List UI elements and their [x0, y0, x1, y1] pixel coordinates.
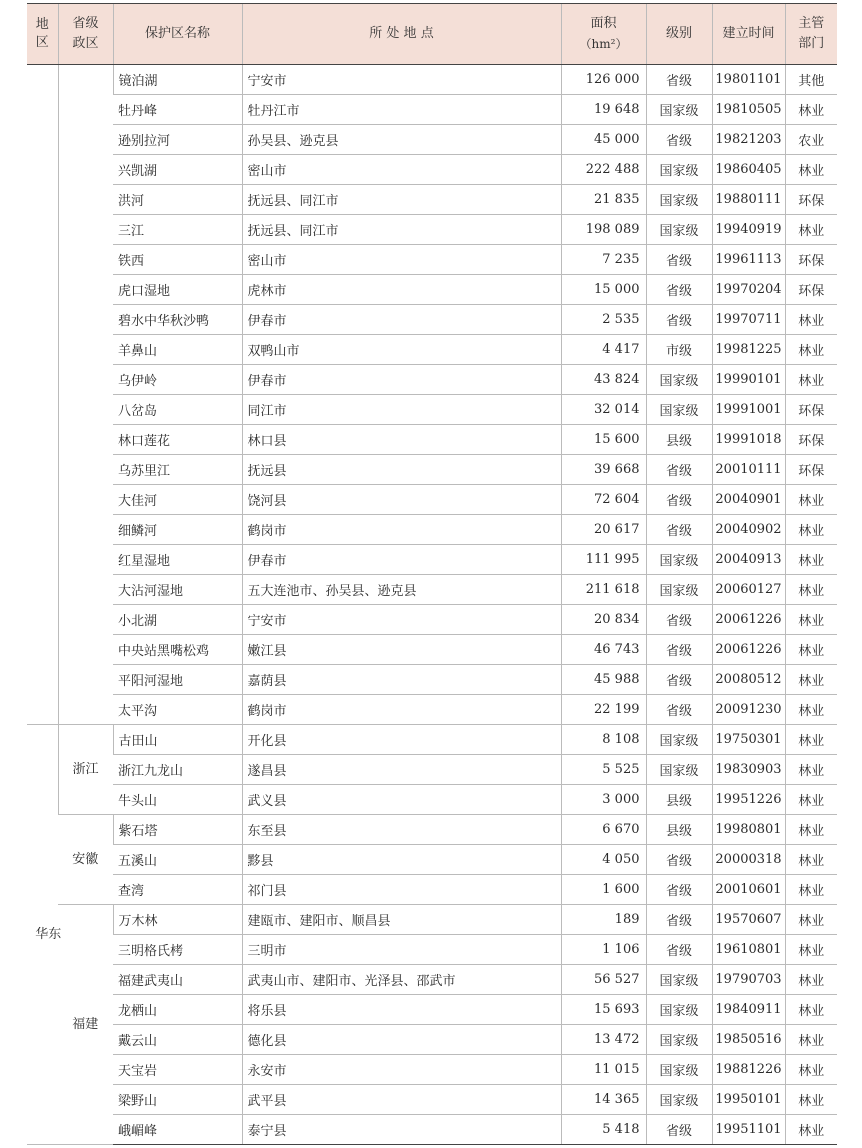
- reserve-level: 省级: [646, 305, 712, 335]
- reserve-date: 19961113: [712, 245, 785, 275]
- reserve-date: 19810505: [712, 95, 785, 125]
- reserve-area: 13 472: [561, 1025, 646, 1055]
- reserve-location: 永安市: [242, 1055, 561, 1085]
- reserve-dept: 林业: [785, 1025, 837, 1055]
- reserve-level: 省级: [646, 635, 712, 665]
- table-row: [27, 1085, 837, 1115]
- province-label: 安徽: [72, 851, 99, 867]
- reserve-location: 武夷山市、建阳市、光泽县、邵武市: [242, 965, 561, 995]
- reserve-dept: 林业: [785, 545, 837, 575]
- table-row: [27, 635, 837, 665]
- reserve-date: 19970711: [712, 305, 785, 335]
- reserve-name: 戴云山: [113, 1025, 242, 1055]
- reserve-area: 32 014: [561, 395, 646, 425]
- reserve-date: 19980801: [712, 815, 785, 845]
- province-cell-zhejiang: [58, 725, 113, 815]
- reserve-name: 龙栖山: [113, 995, 242, 1025]
- reserve-location: 祁门县: [242, 875, 561, 905]
- reserve-area: 72 604: [561, 485, 646, 515]
- reserve-area: 19 648: [561, 95, 646, 125]
- reserve-name: 碧水中华秋沙鸭: [113, 305, 242, 335]
- reserve-level: 国家级: [646, 1085, 712, 1115]
- reserve-location: 鹤岗市: [242, 515, 561, 545]
- province-cell-prev: [58, 65, 113, 725]
- table-row: [27, 245, 837, 275]
- reserve-name: 铁西: [113, 245, 242, 275]
- reserve-dept: 环保: [785, 425, 837, 455]
- reserve-dept: 林业: [785, 935, 837, 965]
- reserve-level: 省级: [646, 275, 712, 305]
- reserve-name: 镜泊湖: [113, 65, 242, 95]
- reserve-location: 双鸭山市: [242, 335, 561, 365]
- reserve-name: 查湾: [113, 875, 242, 905]
- reserve-location: 武义县: [242, 785, 561, 815]
- reserve-level: 省级: [646, 245, 712, 275]
- header-date: 建立时间: [712, 4, 785, 65]
- reserve-dept: 林业: [785, 665, 837, 695]
- reserve-name: 乌苏里江: [113, 455, 242, 485]
- reserve-name: 万木林: [113, 905, 242, 935]
- reserve-dept: 林业: [785, 575, 837, 605]
- table-row: [27, 125, 837, 155]
- reserve-dept: 林业: [785, 1085, 837, 1115]
- reserve-name: 紫石塔: [113, 815, 242, 845]
- reserve-date: 20000318: [712, 845, 785, 875]
- reserve-dept: 环保: [785, 275, 837, 305]
- header-name: 保护区名称: [113, 4, 242, 65]
- reserve-location: 遂昌县: [242, 755, 561, 785]
- reserve-level: 国家级: [646, 185, 712, 215]
- reserve-dept: 林业: [785, 995, 837, 1025]
- reserve-level: 省级: [646, 455, 712, 485]
- province-label: 福建: [72, 1016, 99, 1032]
- reserve-area: 22 199: [561, 695, 646, 725]
- reserve-level: 国家级: [646, 755, 712, 785]
- reserve-area: 45 988: [561, 665, 646, 695]
- reserve-dept: 林业: [785, 845, 837, 875]
- reserve-date: 19750301: [712, 725, 785, 755]
- reserve-area: 5 418: [561, 1115, 646, 1145]
- reserve-date: 19951101: [712, 1115, 785, 1145]
- reserve-location: 伊春市: [242, 545, 561, 575]
- reserve-level: 国家级: [646, 365, 712, 395]
- table-row: [27, 305, 837, 335]
- reserve-location: 抚远县: [242, 455, 561, 485]
- table-row: [27, 95, 837, 125]
- reserve-level: 县级: [646, 815, 712, 845]
- reserve-name: 平阳河湿地: [113, 665, 242, 695]
- reserve-name: 红星湿地: [113, 545, 242, 575]
- reserve-area: 5 525: [561, 755, 646, 785]
- table-row: [27, 905, 837, 935]
- reserve-dept: 林业: [785, 635, 837, 665]
- reserve-dept: 其他: [785, 65, 837, 95]
- reserve-area: 4 050: [561, 845, 646, 875]
- reserve-date: 20091230: [712, 695, 785, 725]
- reserve-name: 逊别拉河: [113, 125, 242, 155]
- reserve-level: 国家级: [646, 545, 712, 575]
- table-row: [27, 455, 837, 485]
- table-row: [27, 1055, 837, 1085]
- reserve-dept: 林业: [785, 785, 837, 815]
- reserve-level: 国家级: [646, 1025, 712, 1055]
- region-label: 华东: [35, 926, 62, 942]
- reserve-date: 19990101: [712, 365, 785, 395]
- reserve-location: 林口县: [242, 425, 561, 455]
- reserve-level: 省级: [646, 695, 712, 725]
- reserve-date: 20061226: [712, 605, 785, 635]
- table-row: [27, 965, 837, 995]
- reserve-date: 20040902: [712, 515, 785, 545]
- reserve-location: 泰宁县: [242, 1115, 561, 1145]
- table-row: [27, 1025, 837, 1055]
- reserve-area: 20 617: [561, 515, 646, 545]
- reserve-level: 国家级: [646, 725, 712, 755]
- reserve-name: 大沾河湿地: [113, 575, 242, 605]
- table-row: [27, 695, 837, 725]
- reserve-date: 19801101: [712, 65, 785, 95]
- nature-reserve-table: [27, 3, 837, 1145]
- reserve-location: 饶河县: [242, 485, 561, 515]
- reserve-level: 省级: [646, 125, 712, 155]
- reserve-area: 1 106: [561, 935, 646, 965]
- reserve-area: 1 600: [561, 875, 646, 905]
- reserve-location: 德化县: [242, 1025, 561, 1055]
- reserve-dept: 林业: [785, 905, 837, 935]
- reserve-area: 56 527: [561, 965, 646, 995]
- province-cell-fujian: [58, 905, 113, 1145]
- reserve-location: 开化县: [242, 725, 561, 755]
- reserve-name: 乌伊岭: [113, 365, 242, 395]
- reserve-dept: 环保: [785, 185, 837, 215]
- table-row: [27, 215, 837, 245]
- table-row: [27, 365, 837, 395]
- table-row: [27, 875, 837, 905]
- reserve-location: 虎林市: [242, 275, 561, 305]
- reserve-location: 三明市: [242, 935, 561, 965]
- reserve-dept: 环保: [785, 455, 837, 485]
- header-area-unit: （hm²）: [579, 37, 628, 51]
- reserve-area: 15 600: [561, 425, 646, 455]
- reserve-area: 211 618: [561, 575, 646, 605]
- reserve-name: 中央站黑嘴松鸡: [113, 635, 242, 665]
- reserve-date: 19830903: [712, 755, 785, 785]
- table-row: [27, 65, 837, 95]
- reserve-name: 峨嵋峰: [113, 1115, 242, 1145]
- reserve-area: 46 743: [561, 635, 646, 665]
- reserve-location: 同江市: [242, 395, 561, 425]
- reserve-name: 林口莲花: [113, 425, 242, 455]
- reserve-dept: 林业: [785, 155, 837, 185]
- reserve-dept: 林业: [785, 335, 837, 365]
- reserve-location: 嫩江县: [242, 635, 561, 665]
- reserve-level: 省级: [646, 845, 712, 875]
- reserve-date: 19991001: [712, 395, 785, 425]
- reserve-dept: 林业: [785, 215, 837, 245]
- table-row: [27, 515, 837, 545]
- reserve-date: 19970204: [712, 275, 785, 305]
- reserve-date: 20040913: [712, 545, 785, 575]
- reserve-dept: 农业: [785, 125, 837, 155]
- reserve-area: 15 000: [561, 275, 646, 305]
- reserve-area: 39 668: [561, 455, 646, 485]
- reserve-location: 孙吴县、逊克县: [242, 125, 561, 155]
- reserve-date: 19981225: [712, 335, 785, 365]
- table-row: [27, 755, 837, 785]
- reserve-name: 天宝岩: [113, 1055, 242, 1085]
- reserve-name: 洪河: [113, 185, 242, 215]
- table-row: [27, 725, 837, 755]
- reserve-dept: 林业: [785, 305, 837, 335]
- reserve-name: 三明格氏栲: [113, 935, 242, 965]
- table-row: [27, 155, 837, 185]
- table-row: [27, 995, 837, 1025]
- reserve-level: 国家级: [646, 995, 712, 1025]
- reserve-location: 东至县: [242, 815, 561, 845]
- table-row: [27, 1115, 837, 1145]
- reserve-name: 小北湖: [113, 605, 242, 635]
- header-province: 省级政区: [58, 4, 113, 65]
- reserve-dept: 林业: [785, 755, 837, 785]
- reserve-name: 细鳞河: [113, 515, 242, 545]
- reserve-name: 牛头山: [113, 785, 242, 815]
- reserve-date: 19850516: [712, 1025, 785, 1055]
- table-row: [27, 545, 837, 575]
- reserve-area: 4 417: [561, 335, 646, 365]
- reserve-name: 太平沟: [113, 695, 242, 725]
- reserve-location: 抚远县、同江市: [242, 215, 561, 245]
- reserve-level: 省级: [646, 65, 712, 95]
- reserve-area: 15 693: [561, 995, 646, 1025]
- reserve-level: 市级: [646, 335, 712, 365]
- reserve-date: 20010111: [712, 455, 785, 485]
- reserve-date: 20040901: [712, 485, 785, 515]
- reserve-level: 省级: [646, 485, 712, 515]
- reserve-dept: 环保: [785, 395, 837, 425]
- province-label: 浙江: [72, 761, 99, 777]
- reserve-area: 222 488: [561, 155, 646, 185]
- reserve-date: 19880111: [712, 185, 785, 215]
- reserve-table-container: [27, 3, 837, 1145]
- header-area-label: 面积: [590, 16, 617, 31]
- reserve-date: 19940919: [712, 215, 785, 245]
- table-row: [27, 785, 837, 815]
- reserve-date: 19951226: [712, 785, 785, 815]
- reserve-level: 国家级: [646, 215, 712, 245]
- reserve-dept: 林业: [785, 725, 837, 755]
- reserve-dept: 林业: [785, 965, 837, 995]
- reserve-area: 126 000: [561, 65, 646, 95]
- reserve-level: 省级: [646, 605, 712, 635]
- reserve-name: 古田山: [113, 725, 242, 755]
- reserve-date: 19570607: [712, 905, 785, 935]
- reserve-date: 19881226: [712, 1055, 785, 1085]
- reserve-location: 嘉荫县: [242, 665, 561, 695]
- reserve-level: 省级: [646, 935, 712, 965]
- reserve-location: 伊春市: [242, 305, 561, 335]
- reserve-location: 建瓯市、建阳市、顺昌县: [242, 905, 561, 935]
- reserve-date: 19790703: [712, 965, 785, 995]
- reserve-level: 国家级: [646, 1055, 712, 1085]
- reserve-dept: 林业: [785, 605, 837, 635]
- reserve-location: 宁安市: [242, 65, 561, 95]
- reserve-date: 20061226: [712, 635, 785, 665]
- reserve-date: 19950101: [712, 1085, 785, 1115]
- table-row: [27, 575, 837, 605]
- reserve-dept: 林业: [785, 485, 837, 515]
- reserve-dept: 林业: [785, 875, 837, 905]
- reserve-area: 198 089: [561, 215, 646, 245]
- reserve-dept: 林业: [785, 365, 837, 395]
- reserve-location: 将乐县: [242, 995, 561, 1025]
- reserve-area: 20 834: [561, 605, 646, 635]
- reserve-name: 牡丹峰: [113, 95, 242, 125]
- header-location: 所 处 地 点: [242, 4, 561, 65]
- reserve-location: 密山市: [242, 155, 561, 185]
- reserve-dept: 林业: [785, 695, 837, 725]
- reserve-date: 19840911: [712, 995, 785, 1025]
- table-row: [27, 395, 837, 425]
- reserve-dept: 林业: [785, 815, 837, 845]
- reserve-level: 县级: [646, 425, 712, 455]
- reserve-location: 抚远县、同江市: [242, 185, 561, 215]
- reserve-name: 三江: [113, 215, 242, 245]
- reserve-date: 19610801: [712, 935, 785, 965]
- reserve-area: 6 670: [561, 815, 646, 845]
- reserve-level: 省级: [646, 1115, 712, 1145]
- reserve-area: 3 000: [561, 785, 646, 815]
- reserve-level: 省级: [646, 515, 712, 545]
- table-row: [27, 185, 837, 215]
- reserve-location: 牡丹江市: [242, 95, 561, 125]
- reserve-dept: 林业: [785, 1115, 837, 1145]
- reserve-level: 国家级: [646, 965, 712, 995]
- table-row: [27, 815, 837, 845]
- reserve-name: 浙江九龙山: [113, 755, 242, 785]
- reserve-name: 福建武夷山: [113, 965, 242, 995]
- table-body: [27, 65, 837, 1145]
- table-row: [27, 425, 837, 455]
- reserve-location: 鹤岗市: [242, 695, 561, 725]
- reserve-location: 武平县: [242, 1085, 561, 1115]
- reserve-date: 20010601: [712, 875, 785, 905]
- reserve-level: 国家级: [646, 575, 712, 605]
- reserve-area: 2 535: [561, 305, 646, 335]
- province-cell-anhui: [58, 815, 113, 905]
- table-row: [27, 935, 837, 965]
- reserve-name: 羊鼻山: [113, 335, 242, 365]
- reserve-area: 14 365: [561, 1085, 646, 1115]
- reserve-level: 国家级: [646, 95, 712, 125]
- reserve-area: 8 108: [561, 725, 646, 755]
- reserve-area: 189: [561, 905, 646, 935]
- header-dept: 主管部门: [785, 4, 837, 65]
- table-row: [27, 665, 837, 695]
- header-row: [27, 4, 837, 65]
- table-row: [27, 335, 837, 365]
- reserve-date: 20080512: [712, 665, 785, 695]
- reserve-location: 伊春市: [242, 365, 561, 395]
- region-cell-east: [27, 725, 62, 1145]
- reserve-date: 19821203: [712, 125, 785, 155]
- reserve-name: 八岔岛: [113, 395, 242, 425]
- reserve-dept: 林业: [785, 515, 837, 545]
- reserve-location: 密山市: [242, 245, 561, 275]
- reserve-date: 20060127: [712, 575, 785, 605]
- reserve-area: 45 000: [561, 125, 646, 155]
- reserve-area: 7 235: [561, 245, 646, 275]
- reserve-name: 虎口湿地: [113, 275, 242, 305]
- table-row: [27, 845, 837, 875]
- reserve-level: 省级: [646, 905, 712, 935]
- reserve-level: 国家级: [646, 155, 712, 185]
- table-row: [27, 485, 837, 515]
- table-row: [27, 275, 837, 305]
- table-row: [27, 605, 837, 635]
- reserve-name: 五溪山: [113, 845, 242, 875]
- reserve-area: 111 995: [561, 545, 646, 575]
- reserve-name: 兴凯湖: [113, 155, 242, 185]
- header-area: [561, 4, 646, 65]
- header-level: 级别: [646, 4, 712, 65]
- reserve-level: 县级: [646, 785, 712, 815]
- reserve-location: 黟县: [242, 845, 561, 875]
- reserve-location: 五大连池市、孙吴县、逊克县: [242, 575, 561, 605]
- reserve-level: 省级: [646, 665, 712, 695]
- reserve-dept: 林业: [785, 1055, 837, 1085]
- header-region: 地区: [27, 4, 58, 65]
- reserve-name: 大佳河: [113, 485, 242, 515]
- reserve-name: 梁野山: [113, 1085, 242, 1115]
- reserve-dept: 林业: [785, 95, 837, 125]
- reserve-date: 19991018: [712, 425, 785, 455]
- reserve-date: 19860405: [712, 155, 785, 185]
- reserve-area: 21 835: [561, 185, 646, 215]
- reserve-area: 11 015: [561, 1055, 646, 1085]
- reserve-level: 省级: [646, 875, 712, 905]
- reserve-area: 43 824: [561, 365, 646, 395]
- reserve-level: 国家级: [646, 395, 712, 425]
- reserve-location: 宁安市: [242, 605, 561, 635]
- reserve-dept: 环保: [785, 245, 837, 275]
- region-cell-prev: [27, 65, 58, 725]
